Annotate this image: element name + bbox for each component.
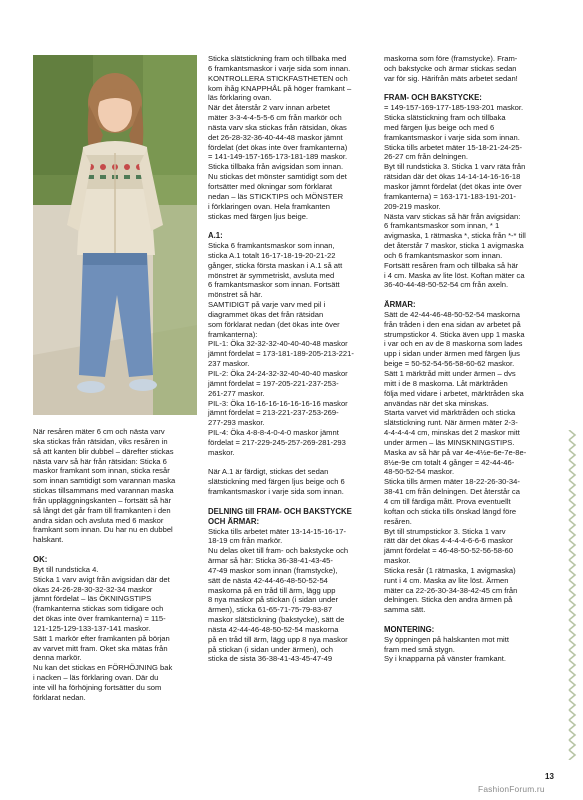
section-heading: OCH ÄRMAR: [208, 516, 260, 526]
chevron-decoration [569, 610, 575, 620]
chevron-decoration [569, 730, 575, 740]
text-line: Sticka tills arbetet mäter 15-18-21-24-25- [384, 142, 523, 152]
text-line: under ärmen – läs MINSKNINGSTIPS. [384, 437, 515, 447]
chevron-decoration [569, 630, 575, 640]
text-line: nästa varv ska stickas från rätsidan, ökas [208, 122, 347, 132]
text-line: slätstickning runt. När ärmen mäter 2-3- [384, 418, 518, 428]
watermark: FashionForum.ru [478, 784, 545, 794]
text-line: framkantsmaskor i varje sida som innan. [208, 487, 344, 497]
text-line: 8 nya maskor på stickan (i sidan under [208, 595, 339, 605]
text-column-3 [384, 54, 550, 664]
text-line: mönstret är symmetriskt, avsluta med [208, 270, 335, 280]
chevron-decoration [569, 530, 575, 540]
text-line: PIL-1: Öka 32-32-32-40-40-40-48 maskor [208, 339, 348, 349]
text-line: fördelat (det ökas inte över framkanterna) [208, 142, 348, 152]
text-line: som innan samtidigt som varannan maska [33, 476, 176, 486]
paragraph-gap [384, 84, 550, 94]
text-line: i var och en av de 8 maskorna som lades [384, 339, 523, 349]
text-line: maskor framkant som innan, sticka resår [33, 466, 170, 476]
text-line: Nu delas oket till fram- och bakstycke och [208, 546, 349, 556]
text-line: maskor jämnt fördelat (det ökas inte över [384, 181, 522, 191]
text-line: så långt det går fram till framkanten i den [33, 505, 171, 515]
text-line: framkant som innan. Du har nu en dubbel [33, 525, 173, 535]
text-line: i 4 cm. Maska av lite löst. Koftan mäter ca [384, 270, 525, 280]
paragraph-gap [384, 615, 550, 625]
text-line: framkantsmaskor i varje sida som innan. [384, 132, 520, 142]
chevron-decoration [569, 490, 575, 500]
text-line: fördelat = 217-229-245-257-269-281-293 [208, 437, 346, 447]
text-line: 261-277 maskor. [208, 388, 265, 398]
text-line: Sticka tills arbetet mäter 13-14-15-16-17- [208, 526, 347, 536]
text-line: fram med små stygn. [384, 644, 455, 654]
text-line: jämnt fördelat = 197-205-221-237-253- [208, 378, 339, 388]
text-line: förklarat nedan. [33, 692, 86, 702]
text-line: kom ihåg KNAPPHÅL på höger framkant – [208, 83, 352, 93]
text-line: från uppläggningskanten – fortsätt så här [33, 495, 172, 505]
text-line: användas när det ska minskas. [384, 398, 489, 408]
section-heading: ÄRMAR: [384, 300, 416, 310]
text-line: 209-219 maskor. [384, 201, 441, 211]
text-line: delningen. Sticka den andra ärmen på [384, 595, 513, 605]
chevron-decoration [569, 740, 575, 750]
text-line: 121-125-129-133-137-141 maskor. [33, 623, 151, 633]
text-line: stickas med färgen ljus beige. [208, 211, 309, 221]
text-line: på en tråd till ärm, lägg upp 8 nya maskor [208, 634, 348, 644]
chevron-decoration [569, 660, 575, 670]
text-line: Sticka slätstickning fram och tillbaka med [208, 54, 347, 63]
text-column-2 [208, 54, 374, 664]
text-line: denna markör. [33, 653, 82, 663]
text-line: i förklaringen ovan. Hela framkanten [208, 201, 330, 211]
chevron-decoration [569, 450, 575, 460]
text-line: på stickan (i sidan under ärmen), och [208, 644, 333, 654]
text-line: Sy öppningen på halskanten mot mitt [384, 634, 509, 644]
paragraph-gap [208, 458, 374, 468]
section-heading: A.1: [208, 231, 223, 241]
text-line: resåren. [384, 516, 412, 526]
text-line: gånger, sticka första maskan i A.1 så att [208, 260, 343, 270]
text-line: PIL-2: Öka 24-24-32-32-40-40-40 maskor [208, 369, 348, 378]
text-line: 237 maskor. [208, 359, 250, 369]
text-line: Maska av så här på var 4e-4½e-6e-7e-8e- [384, 447, 527, 457]
text-line: fortsätter med ökningar som förklarat [208, 181, 333, 191]
text-line: PIL-3: Öka 16-16-16-16-16-16-16 maskor [208, 398, 348, 408]
section-heading: OK: [33, 554, 48, 564]
text-line: Sticka slätstickning fram och tillbaka [384, 113, 506, 123]
section-heading: MONTERING: [384, 624, 435, 634]
paragraph-gap [384, 290, 550, 300]
text-line: 26-27 cm från delningen. [384, 152, 469, 162]
page-number: 13 [545, 772, 554, 781]
text-line: 6 framkantsmaskor som innan, * 1 [384, 221, 500, 231]
text-line: följa med vidare i arbetet, märktråden ska [384, 388, 524, 398]
chevron-decoration [569, 720, 575, 730]
text-line: mönstret så här. [208, 290, 263, 300]
text-line: SAMTIDIGT på varje varv med pil i [208, 300, 326, 310]
text-line: Sätt 1 markör efter framkanten på början [33, 633, 170, 643]
edge-decoration [565, 430, 583, 760]
text-line: maskor. [384, 556, 411, 566]
chevron-decoration [569, 640, 575, 650]
text-line: jämnt fördelat – läs ÖKNINGSTIPS [33, 594, 152, 604]
text-line: 36-40-44-48-50-52-54 cm från axeln. [384, 280, 509, 290]
text-line: det återstår 7 maskor, sticka 1 avigmaska [384, 241, 524, 251]
text-line: nästa 42-44-46-48-50-52-54 maskorna [208, 624, 339, 634]
chevron-decoration [569, 580, 575, 590]
chevron-decoration [569, 600, 575, 610]
text-line: inte vill ha förhöjning fortsätter du som [33, 682, 162, 692]
paragraph-gap [208, 221, 374, 231]
chevron-decoration [569, 430, 575, 440]
text-line: Byt till strumpstickor 3. Sticka 1 varv [384, 526, 506, 536]
text-line: ärmar så här: Sticka 36-38-41-43-45- [208, 556, 333, 566]
text-line: 6 framkantsmaskor i varje sida som innan. [208, 63, 351, 73]
text-line: sätt de nästa 42-44-46-48-50-52-54 [208, 575, 328, 585]
text-line: Fortsätt resåren fram och tillbaka så här [384, 260, 519, 270]
child-cardigan-photo [33, 55, 197, 415]
chevron-decoration [569, 520, 575, 530]
chevron-decoration [569, 590, 575, 600]
text-line: 4-4-4-4-4 cm, minskas det 2 maskor mitt [384, 428, 520, 438]
text-line: maskor slätstickning (bakstycke), sätt de [208, 615, 345, 625]
chevron-decoration [569, 710, 575, 720]
chevron-decoration [569, 700, 575, 710]
chevron-decoration [569, 470, 575, 480]
chevron-decoration [569, 670, 575, 680]
text-line: ska stickas från rätsidan, viks resåren in [33, 436, 168, 446]
chevron-decoration [569, 540, 575, 550]
text-line: 47-49 maskor som innan (framstycke), [208, 565, 338, 575]
text-line: 38-41 cm från delningen. Det återstår ca [384, 487, 520, 497]
text-line: = 141-149-157-165-173-181-189 maskor. [208, 152, 348, 162]
text-line: PIL-4: Öka 4-8-8-4-0-4-0 maskor jämnt [208, 428, 339, 438]
text-line: 48-50-52-54 maskor. [384, 467, 455, 477]
chevron-decoration [569, 480, 575, 490]
text-line: nedan – läs STICKTIPS och MÖNSTER [208, 191, 344, 201]
text-line: maskorna på en tråd till ärm, lägg upp [208, 585, 336, 595]
text-line: 4 cm till färdiga mått. Prova eventuellt [384, 496, 511, 506]
photo-illustration [33, 55, 197, 415]
text-line: sticka de sista 36-38-41-43-45-47-49 [208, 654, 333, 664]
text-line: andra sidan och avsluta med 6 maskor [33, 515, 164, 525]
text-line: upp i sidan under ärmen med färgen ljus [384, 349, 520, 359]
text-line: beige = 50-52-54-56-58-60-62 maskor. [384, 359, 515, 369]
text-line: (framkanterna stickas som tidigare och [33, 604, 164, 614]
chevron-decoration [569, 750, 575, 760]
chevron-decoration [569, 500, 575, 510]
chevron-decoration [569, 440, 575, 450]
text-line: Sy i knapparna på vänster framkant. [384, 654, 506, 664]
text-line: strumpstickor 4. Sticka även upp 1 maska [384, 329, 525, 339]
text-line: 18-19 cm från markör. [208, 536, 283, 546]
text-line: av varvet mitt fram. Oket ska mätas från [33, 643, 168, 653]
text-line: som förklarat nedan (det ökas inte över [208, 319, 340, 329]
text-line: rätt där det ökas 4-4-4-4-6-6-6 maskor [384, 536, 513, 546]
text-line: koftan och sticka tills önskad längd före [384, 506, 517, 516]
text-line: slätstickning med färgen ljus beige och 6 [208, 477, 345, 487]
text-line: 8½e-9e cm totalt 4 gånger = 42-44-46- [384, 457, 515, 467]
text-line: det 26-28-32-36-40-44-48 maskor jämnt [208, 132, 343, 142]
text-line: var för sig. Härifrån mäts arbetet sedan! [384, 73, 518, 83]
text-line: med färgen ljus beige och med 6 [384, 122, 495, 132]
text-line: När resåren mäter 6 cm och nästa varv [33, 427, 165, 436]
text-line: läs förklaring ovan. [208, 93, 272, 103]
text-line: När det återstår 2 varv innan arbetet [208, 103, 330, 113]
text-line: Nu stickas det mönster samtidigt som det [208, 172, 347, 182]
text-line: mäter 3-3-4-4-5-5-6 cm från markör och [208, 113, 342, 123]
text-line: rätsidan där det ökas 14-14-14-16-16-18 [384, 172, 521, 182]
text-line: i nacken – läs förklaring ovan. Där du [33, 673, 159, 683]
text-line: så att kanten blir dubbel – därefter stickas [33, 446, 174, 456]
text-line: Byt till rundsticka 3. Sticka 1 varv räta från [384, 162, 526, 172]
text-line: Sticka tillbaka från avigsidan som innan. [208, 162, 344, 172]
chevron-decoration [569, 570, 575, 580]
text-line: Sticka 1 varv avigt från avigsidan där det [33, 574, 170, 584]
chevron-decoration [569, 650, 575, 660]
chevron-decoration [569, 620, 575, 630]
chevron-decoration [569, 460, 575, 470]
chevron-decoration [569, 680, 575, 690]
text-line: ärmen), sticka 61-65-71-75-79-83-87 [208, 605, 333, 615]
text-line: Nästa varv stickas så här från avigsidan: [384, 211, 521, 221]
chevron-decoration [569, 690, 575, 700]
text-line: Nu kan det stickas en FÖRHÖJNING bak [33, 663, 173, 673]
text-line: mitt i de 8 maskorna. Låt märktråden [384, 378, 508, 388]
text-line: sticka A.1 totalt 16-17-18-19-20-21-22 [208, 250, 336, 260]
text-line: 6 framkantsmaskor som innan. Fortsätt [208, 280, 340, 290]
text-line: Sticka resår (1 rätmaska, 1 avigmaska) [384, 565, 516, 575]
text-line: 277-293 maskor. [208, 418, 265, 428]
paragraph-gap [208, 497, 374, 507]
text-line: nästa varv så här från rätsidan: Sticka 6 [33, 456, 167, 466]
text-line: ökas 24-26-28-30-32-32-34 maskor [33, 584, 153, 594]
text-line: KONTROLLERA STICKFASTHETEN och [208, 73, 348, 83]
text-line: maskorna som före (framstycke). Fram- [384, 54, 518, 63]
text-line: från tråden i den ena sidan av arbetet på [384, 319, 521, 329]
text-line: det ökas inte över framkanterna) = 115- [33, 614, 166, 624]
section-heading: DELNING till FRAM- OCH BAKSTYCKE [208, 506, 352, 516]
text-line: jämnt fördelat = 46-48-50-52-56-58-60 [384, 546, 513, 556]
text-line: När A.1 är färdigt, stickas det sedan [208, 467, 329, 477]
text-line: jämnt fördelat = 173-181-189-205-213-221- [208, 349, 354, 359]
text-line: mäter ca 22-26-30-34-38-42-45 cm från [384, 585, 518, 595]
text-line: runt i 4 cm. Maska av lite löst. Ärmen [384, 575, 509, 585]
text-line: Sätt 1 märktråd mitt under ärmen – dvs [384, 369, 516, 378]
text-line: stickas tillsammans med varannan maska [33, 486, 174, 496]
text-line: Sticka tills ärmen mäter 18-22-26-30-34- [384, 477, 520, 487]
text-line: = 149-157-169-177-185-193-201 maskor. [384, 103, 524, 113]
text-line: och bakstycke och ärmar stickas sedan [384, 63, 517, 73]
chevron-decoration [569, 510, 575, 520]
text-line: halskant. [33, 535, 64, 545]
text-line: jämnt fördelat = 213-221-237-253-269- [208, 408, 339, 418]
text-line: Sticka 6 framkantsmaskor som innan, [208, 241, 335, 251]
text-line: Sätt de 42-44-46-48-50-52-54 maskorna [384, 309, 520, 319]
chevron-decoration [569, 560, 575, 570]
text-line: samma sätt. [384, 605, 426, 615]
section-heading: FRAM- OCH BAKSTYCKE: [384, 93, 482, 103]
text-column-1 [33, 427, 199, 703]
text-line: framkanterna): [208, 329, 258, 339]
text-line: och 6 framkantsmaskor som innan. [384, 250, 503, 260]
paragraph-gap [33, 545, 199, 555]
text-line: Byt till rundsticka 4. [33, 564, 99, 574]
text-line: Starta varvet vid märktråden och sticka [384, 408, 516, 418]
text-line: framkanterna) = 163-171-183-191-201- [384, 191, 516, 201]
text-line: diagrammet ökas det från rätsidan [208, 309, 324, 319]
text-line: avigmaska, 1 rätmaska *, sticka från *-* till [384, 231, 526, 241]
text-line: maskor. [208, 447, 235, 457]
chevron-decoration [569, 550, 575, 560]
